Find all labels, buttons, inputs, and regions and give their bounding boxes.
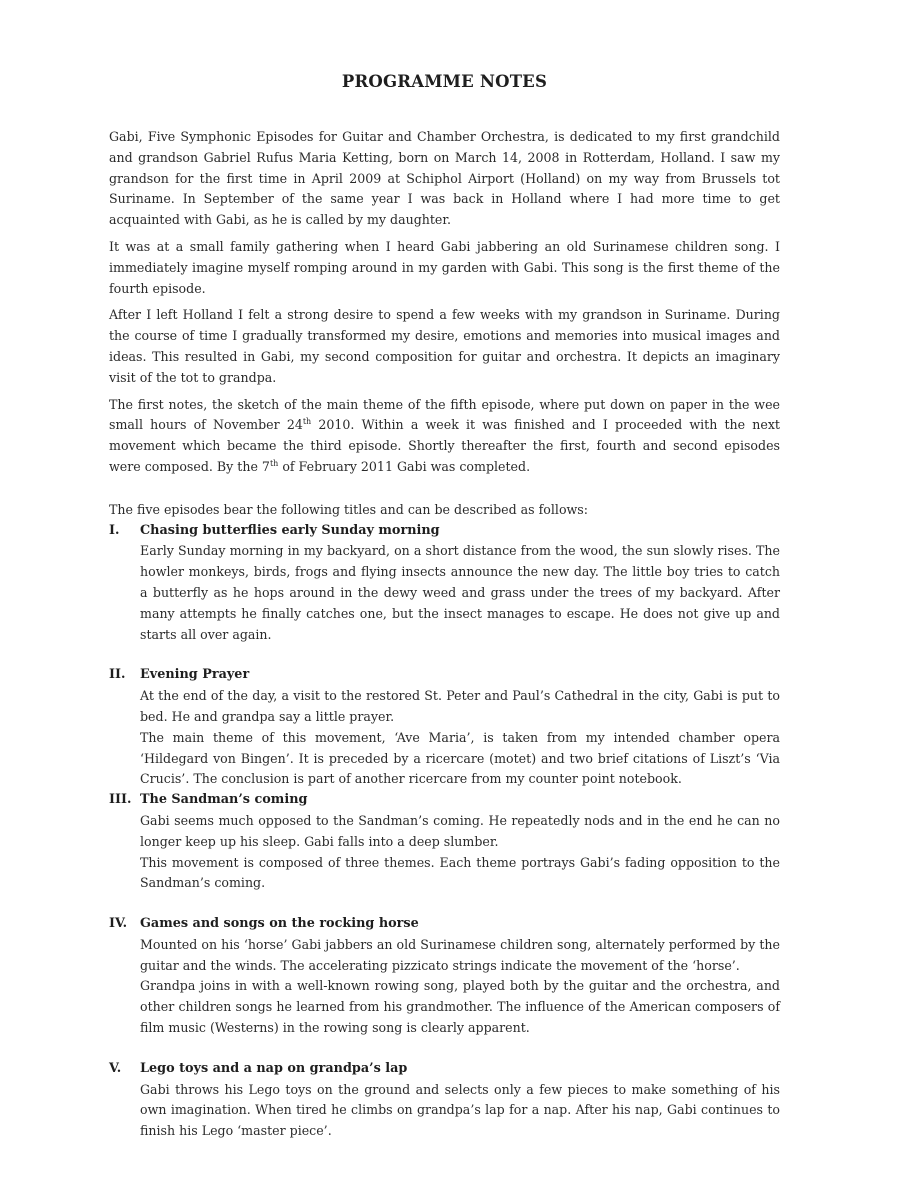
episode-3 <box>109 790 780 894</box>
programme-notes-page <box>109 72 780 1142</box>
episode-4-description <box>140 935 780 1039</box>
episode-3-description <box>140 811 780 894</box>
episode-2-heading <box>109 665 780 686</box>
episode-4-heading <box>109 914 780 935</box>
episode-2-paragraph-1: At the end of the day, a visit to the restored St. Peter and Paul’s Cathedral in the city, Gabi is put to bed. He and grandpa say a little prayer. <box>140 688 780 724</box>
episode-4-paragraph-1: Mounted on his ‘horse’ Gabi jabbers an old Surinamese children song, alternately performed by the guitar and the winds. The accelerating pizzicato strings indicate the movement of the ‘horse’. <box>140 936 780 973</box>
episode-5-description <box>140 1080 780 1142</box>
episode-2-description <box>140 686 780 790</box>
episode-2-paragraph-2: The main theme of this movement, ‘Ave Maria’, is taken from my intended chamber opera ‘Hildegard von Bingen’. It is preceded by a ricercare (motet) and two brief citations of Liszt’s ‘Via Crucis’. The conclusion is part of another ricercare from my counter point notebook. <box>140 729 780 787</box>
first-notes-text-1: The first notes, the sketch of the main theme of the fifth episode, where put down on paper in the wee small hours of November 24 <box>109 396 780 433</box>
episodes-intro: The five episodes bear the following titles and can be described as follows: <box>109 501 589 517</box>
intro-paragraph-dedication: Gabi, Five Symphonic Episodes for Guitar and Chamber Orchestra, is dedicated to my first grandchild and grandson Gabriel Rufus Maria Ketting, born on March 14, 2008 in Rotterdam, Holland. I saw my grandson for the first time in April 2009 at Schiphol Airport (Holland) on my way from Brussels tot Suriname. In September of the same year I was back in Holland where I had more time to get acquainted with Gabi, as he is called by my daughter. <box>109 129 780 228</box>
first-notes-text-2: 2010. Within a week it was finished and I proceeded with the next movement which became the third episode. Shortly thereafter the first, fourth and second episodes were composed. By the 7 <box>109 417 780 474</box>
episode-4-number: IV. <box>109 916 128 932</box>
intro-paragraph-first-notes <box>109 395 780 478</box>
episode-5-heading <box>109 1059 780 1080</box>
episode-3-heading <box>109 790 780 811</box>
page-title: PROGRAMME NOTES <box>341 72 548 91</box>
first-notes-ordinal-1: th <box>302 417 312 427</box>
first-notes-ordinal-2: th <box>269 458 279 468</box>
episode-2 <box>109 665 780 790</box>
episode-2-title: Evening Prayer <box>140 667 250 683</box>
episode-2-number: II. <box>109 667 126 683</box>
episode-1-title: Chasing butterflies early Sunday morning <box>140 522 440 538</box>
episode-4-title: Games and songs on the rocking horse <box>140 916 419 932</box>
intro-paragraph-family-gathering: It was at a small family gathering when I heard Gabi jabbering an old Surinamese children song. I immediately imagine myself romping around in my garden with Gabi. This song is the first theme of the fourth episode. <box>109 238 780 296</box>
episode-5-title: Lego toys and a nap on grandpa’s lap <box>140 1060 408 1076</box>
episode-1-paragraph-1: Early Sunday morning in my backyard, on a short distance from the wood, the sun slowly rises. The howler monkeys, birds, frogs and flying insects announce the new day. The little boy tries to catch a butterfly as he hops around in the dewy weed and grass under the trees of my backyard. After many attempts he finally catches one, but the insect manages to escape. He does not give up and starts all over again. <box>140 543 780 642</box>
intro-paragraph-composition: After I left Holland I felt a strong desire to spend a few weeks with my grandson in Suriname. During the course of time I gradually transformed my desire, emotions and memories into musical images and ideas. This resulted in Gabi, my second composition for guitar and orchestra. It depicts an imaginary visit of the tot to grandpa. <box>109 307 780 385</box>
episode-3-number: III. <box>109 792 132 808</box>
episode-3-paragraph-1: Gabi seems much opposed to the Sandman’s coming. He repeatedly nods and in the end he can no longer keep up his sleep. Gabi falls into a deep slumber. <box>140 812 780 849</box>
episode-5-number: V. <box>109 1060 122 1076</box>
episode-4 <box>109 914 780 1039</box>
episode-1-heading <box>109 521 780 542</box>
episode-1-description <box>140 541 780 645</box>
episode-3-title: The Sandman’s coming <box>140 792 308 808</box>
first-notes-text-3: of February 2011 Gabi was completed. <box>278 458 531 474</box>
episode-1-number: I. <box>109 522 120 538</box>
episode-3-paragraph-2: This movement is composed of three themes. Each theme portrays Gabi’s fading opposition to the Sandman’s coming. <box>140 854 780 891</box>
episode-4-paragraph-2: Grandpa joins in with a well-known rowing song, played both by the guitar and the orchestra, and other children songs he learned from his grandmother. The influence of the American composers of film music (Westerns) in the rowing song is clearly apparent. <box>140 978 780 1036</box>
episode-1 <box>109 521 780 646</box>
episode-5 <box>109 1059 780 1142</box>
episode-5-paragraph-1: Gabi throws his Lego toys on the ground and selects only a few pieces to make something of his own imagination. When tired he climbs on grandpa’s lap for a nap. After his nap, Gabi continues to finish his Lego ‘master piece’. <box>140 1081 780 1139</box>
